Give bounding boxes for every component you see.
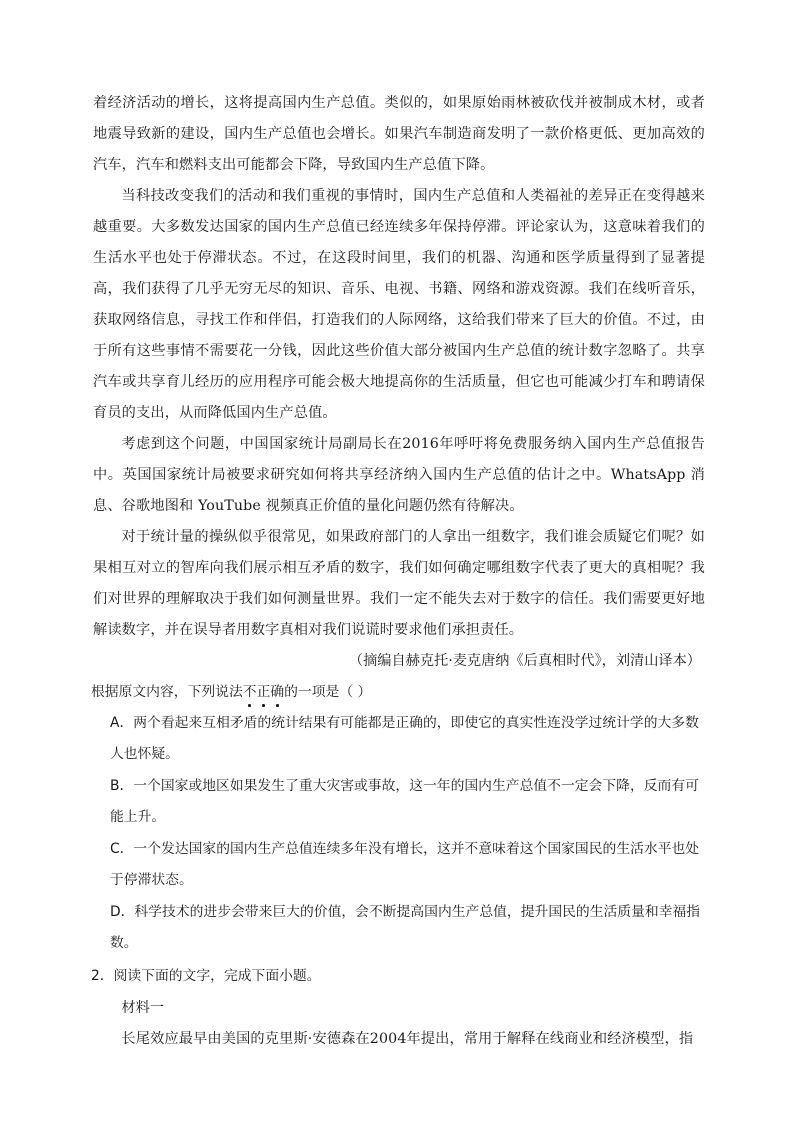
question-1-stem-after: 的一项是（ ）	[284, 684, 372, 700]
emphasis-char-3: 确	[270, 677, 284, 708]
question-1-options	[110, 708, 705, 959]
passage-paragraph-3: 考虑到这个问题，中国国家统计局副局长在2016年呼吁将免费服务纳入国内生产总值报告中。英国国家统计局被要求研究如何将共享经济纳入国内生产总值的估计之中。WhatsApp 消息、谷歌地图和 YouTube 视频真正价值的量化问题仍然有待解决。	[93, 436, 705, 514]
passage-paragraph-4: 对于统计量的操纵似乎很常见，如果政府部门的人拿出一组数字，我们谁会质疑它们呢？如果相互对立的智库向我们展示相互矛盾的数字，我们如何确定哪组数字代表了更大的真相呢？我们对世界的理解取决于我们如何测量世界。我们一定不能失去对于数字的信任。我们需要更好地解读数字，并在误导者用数字真相对我们说谎时要求他们承担责任。	[93, 529, 705, 638]
option-b: B．一个国家或地区如果发生了重大灾害或事故，这一年的国内生产总值不一定会下降，反而有可能上升。	[110, 778, 699, 825]
option-a: A．两个看起来互相矛盾的统计结果有可能都是正确的，即使它的真实性连没学过统计学的大多数人也怀疑。	[110, 715, 699, 762]
question-1-stem-before: 根据原文内容，下列说法	[91, 684, 243, 700]
option-c: C．一个发达国家的国内生产总值连续多年没有增长，这并不意味着这个国家国民的生活水平也处于停滞状态。	[110, 841, 700, 888]
document-page	[93, 88, 705, 1055]
passage-source: （摘编自赫克托·麦克唐纳《后真相时代》，刘清山译本）	[348, 653, 701, 669]
question-1-stem	[91, 677, 705, 708]
option-d: D．科学技术的进步会带来巨大的价值，会不断提高国内生产总值，提升国民的生活质量和幸福指数。	[110, 904, 701, 951]
passage-paragraph-1: 着经济活动的增长，这将提高国内生产总值。类似的，如果原始雨林被砍伐并被制成木材，或者地震导致新的建设，国内生产总值也会增长。如果汽车制造商发明了一款价格更低、更加高效的汽车，汽车和燃料支出可能都会下降，导致国内生产总值下降。	[93, 95, 705, 173]
passage-paragraph-2: 当科技改变我们的活动和我们重视的事情时，国内生产总值和人类福祉的差异正在变得越来越重要。大多数发达国家的国内生产总值已经连续多年保持停滞。评论家认为，这意味着我们的生活水平也处于停滞状态。不过，在这段时间里，我们的机器、沟通和医学质量得到了显著提高，我们获得了几乎无穷无尽的知识、音乐、电视、书籍、网络和游戏资源。我们在线听音乐，获取网络信息，寻找工作和伴侣，打造我们的人际网络，这给我们带来了巨大的价值。不过，由于所有这些事情不需要花一分钱，因此这些价值大部分被国内生产总值的统计数字忽略了。共享汽车或共享育儿经历的应用程序可能会极大地提高你的生活质量，但它也可能减少打车和聘请保育员的支出，从而降低国内生产总值。	[93, 188, 705, 421]
material-1-text: 长尾效应最早由美国的克里斯·安德森在2004年提出，常用于解释在线商业和经济模型，指	[121, 1031, 694, 1047]
emphasis-char-1: 不	[243, 677, 257, 708]
emphasis-char-2: 正	[257, 677, 271, 708]
material-1-label: 材料一	[121, 1000, 164, 1016]
question-2-stem: 2．阅读下面的文字，完成下面小题。	[91, 968, 321, 984]
